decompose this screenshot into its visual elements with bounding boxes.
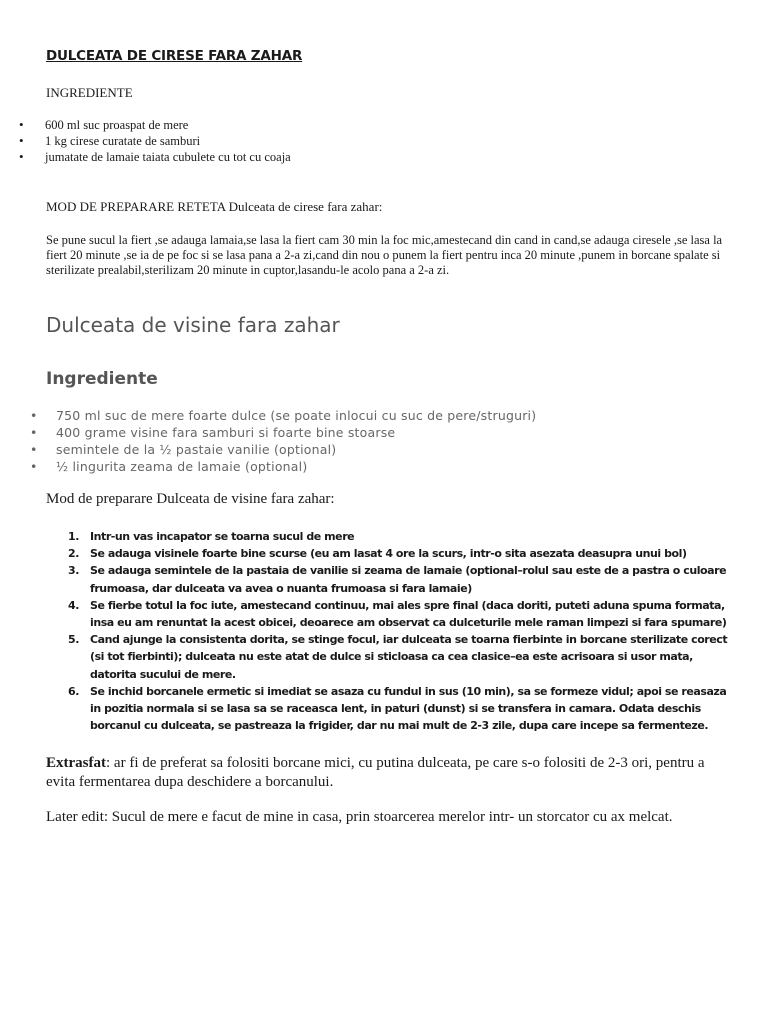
list-item: • 1 kg cirese curatate de samburi xyxy=(0,133,291,149)
list-item: • 750 ml suc de mere foarte dulce (se poate inlocui cu suc de pere/struguri) xyxy=(0,407,536,424)
recipe1-ingredients-heading: INGREDIENTE xyxy=(46,85,133,100)
recipe2-ingredients-list xyxy=(0,407,536,475)
extra-tip xyxy=(46,754,736,792)
step-item xyxy=(0,528,740,545)
step-item xyxy=(0,545,740,562)
recipe1-ingredients-list xyxy=(0,117,291,165)
list-item: • ½ lingurita zeama de lamaie (optional) xyxy=(0,458,536,475)
step-text: Se fierbe totul la foc iute, amestecand continuu, mai ales spre final (daca doriti, puteti aduna spuma formata, insa eu am renuntat la acest obicei, deoarece am observat ca dulceturile mele raman limpezi si fara spumare) xyxy=(90,598,727,630)
later-edit-note: Later edit: Sucul de mere e facut de mine in casa, prin stoarcerea merelor intr- un storcator cu ax melcat. xyxy=(46,809,673,825)
step-number: 2. xyxy=(68,547,79,561)
step-item xyxy=(0,597,740,631)
step-text: Se inchid borcanele ermetic si imediat se asaza cu fundul in sus (10 min), sa se formeze vidul; apoi se reasaza in pozitia normala si se lasa sa se raceasca lent, in paturi (dunst) si se transfera in camara. Odata deschis borcanul cu dulceata, se pastreaza la frigider, dar nu mai mult de 2-3 zile, dupa care incepe sa fermenteze. xyxy=(90,684,727,733)
recipe2-ingredients-heading: Ingrediente xyxy=(46,369,158,389)
recipe1-title: DULCEATA DE CIRESE FARA ZAHAR xyxy=(46,48,303,64)
step-number: 5. xyxy=(68,633,79,647)
step-text: Intr-un vas incapator se toarna sucul de mere xyxy=(90,530,355,543)
extra-tip-label: Extrasfat xyxy=(46,755,106,771)
step-text: Cand ajunge la consistenta dorita, se stinge focul, iar dulceata se toarna fierbinte in borcane sterilizate corect (si tot fierbinti); dulceata nu este atat de dulce si sticloasa ca cea clasice–ea este acrisoara si usor mata, datorita sucului de mere. xyxy=(90,633,728,681)
step-item xyxy=(0,562,740,596)
step-number: 6. xyxy=(68,684,79,698)
step-text: Se adauga semintele de la pastaia de vanilie si zeama de lamaie (optional–rolul sau este de a pastra o culoare frumoasa, dar dulceata va avea o nuanta frumoasa si fara lamaie) xyxy=(90,564,727,595)
step-number: 3. xyxy=(68,564,79,578)
extra-tip-text: : ar fi de preferat sa folositi borcane mici, cu putina dulceata, pe care s-o folositi de 2-3 ori, pentru a evita fermentarea dupa deschidere a borcanului. xyxy=(46,755,705,790)
step-number: 1. xyxy=(68,530,79,543)
list-item: • jumatate de lamaie taiata cubulete cu tot cu coaja xyxy=(0,149,291,165)
step-number: 4. xyxy=(68,598,79,612)
recipe1-method-text: Se pune sucul la fiert ,se adauga lamaia,se lasa la fiert cam 30 min la foc mic,amestecand din cand in cand,se adauga ciresele ,se lasa la fiert 20 minute ,se ia de pe foc si se lasa pana a 2-a zi,cand din nou o punem la fiert pentru inca 20 minute ,punem in borcane spalate si sterilizate prealabil,sterilizam 20 minute in cuptor,lasandu-le acolo pana a 2-a zi. xyxy=(46,233,723,277)
recipe2-steps-list xyxy=(0,528,740,734)
recipe2-title: Dulceata de visine fara zahar xyxy=(46,313,340,337)
step-text: Se adauga visinele foarte bine scurse (eu am lasat 4 ore la scurs, intr-o sita asezata deasupra unui bol) xyxy=(90,547,687,561)
step-item xyxy=(0,683,740,735)
list-item: • semintele de la ½ pastaie vanilie (optional) xyxy=(0,441,536,458)
step-item xyxy=(0,631,740,683)
list-item: • 400 grame visine fara samburi si foarte bine stoarse xyxy=(0,424,536,441)
list-item: • 600 ml suc proaspat de mere xyxy=(0,117,291,133)
recipe2-method-heading: Mod de preparare Dulceata de visine fara zahar: xyxy=(46,491,335,507)
recipe1-method-heading: MOD DE PREPARARE RETETA Dulceata de cirese fara zahar: xyxy=(46,199,383,214)
